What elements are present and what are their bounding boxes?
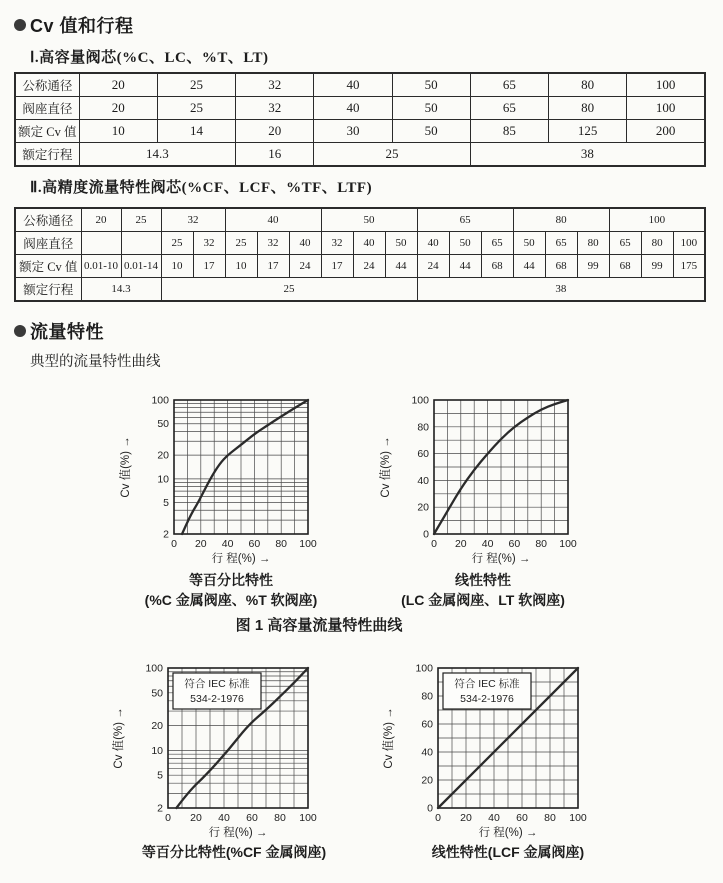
table-cell: 38 bbox=[417, 278, 705, 302]
y-tick-label: 40 bbox=[417, 474, 429, 487]
x-tick-label: 60 bbox=[248, 538, 261, 550]
row-label: 阀座直径 bbox=[15, 97, 79, 120]
row-label: 额定行程 bbox=[15, 278, 81, 302]
x-tick-label: 80 bbox=[535, 538, 548, 550]
bullet-icon bbox=[14, 19, 26, 31]
table-cell: 40 bbox=[289, 232, 321, 255]
chart-linear-high-capacity bbox=[373, 386, 587, 572]
table-cell: 14.3 bbox=[79, 143, 235, 167]
table1-title: Ⅰ.高容量阀芯(%C、LC、%T、LT) bbox=[30, 50, 269, 66]
y-tick-label: 60 bbox=[417, 448, 429, 461]
y-tick-label: 100 bbox=[151, 394, 169, 407]
table-cell: 25 bbox=[157, 97, 235, 120]
y-tick-label: 40 bbox=[421, 746, 433, 759]
table-cell: 32 bbox=[161, 208, 225, 232]
table2-title: Ⅱ.高精度流量特性阀芯(%CF、LCF、%TF、LTF) bbox=[30, 180, 373, 196]
chart-linear-iec bbox=[376, 650, 598, 842]
high-capacity-spec-table bbox=[14, 72, 706, 167]
table-cell: 24 bbox=[417, 255, 449, 278]
table-cell: 44 bbox=[449, 255, 481, 278]
x-tick-label: 100 bbox=[299, 812, 317, 824]
table-cell: 50 bbox=[513, 232, 545, 255]
x-tick-label: 20 bbox=[194, 538, 207, 550]
table-cell: 38 bbox=[470, 143, 705, 167]
x-tick-label: 0 bbox=[171, 538, 177, 550]
table-cell: 100 bbox=[627, 73, 705, 97]
table-cell: 50 bbox=[385, 232, 417, 255]
table-cell: 100 bbox=[673, 232, 705, 255]
figure2-left-label: 等百分比特性(%CF 金属阀座) bbox=[141, 844, 327, 860]
table-cell: 80 bbox=[513, 208, 609, 232]
table-cell: 68 bbox=[481, 255, 513, 278]
x-tick-label: 20 bbox=[190, 812, 202, 824]
y-tick-label: 2 bbox=[163, 528, 169, 541]
table-cell: 65 bbox=[609, 232, 641, 255]
table-cell: 40 bbox=[314, 97, 392, 120]
table-cell: 99 bbox=[577, 255, 609, 278]
section-heading-cv bbox=[14, 12, 134, 38]
figure-subtitle: 典型的流量特性曲线 bbox=[30, 354, 161, 370]
table-cell: 65 bbox=[470, 73, 548, 97]
table-cell: 25 bbox=[161, 232, 193, 255]
y-tick-label: 50 bbox=[151, 687, 163, 700]
figure1-right-label bbox=[372, 570, 594, 610]
table-cell: 30 bbox=[314, 120, 392, 143]
x-axis-title: 行 程(%) → bbox=[478, 827, 538, 839]
y-tick-label: 0 bbox=[423, 528, 429, 541]
table-row bbox=[15, 73, 705, 97]
table-cell: 25 bbox=[121, 208, 161, 232]
table-cell: 68 bbox=[609, 255, 641, 278]
x-tick-label: 20 bbox=[454, 538, 467, 550]
table-row bbox=[15, 97, 705, 120]
y-tick-label: 50 bbox=[157, 418, 169, 431]
row-label: 公称通径 bbox=[15, 73, 79, 97]
x-tick-label: 80 bbox=[275, 538, 288, 550]
table-cell: 14 bbox=[157, 120, 235, 143]
table-cell: 50 bbox=[449, 232, 481, 255]
x-tick-label: 60 bbox=[246, 812, 258, 824]
row-label: 额定行程 bbox=[15, 143, 79, 167]
figure1-left-label bbox=[113, 570, 349, 610]
table-cell: 25 bbox=[225, 232, 257, 255]
table-cell: 50 bbox=[392, 97, 470, 120]
y-tick-label: 20 bbox=[417, 501, 429, 514]
x-tick-label: 20 bbox=[460, 812, 472, 824]
y-tick-label: 20 bbox=[157, 449, 169, 462]
y-tick-label: 80 bbox=[417, 421, 429, 434]
y-tick-label: 100 bbox=[145, 662, 163, 675]
table-cell: 16 bbox=[236, 143, 314, 167]
y-axis-title: Cv 值(%) → bbox=[380, 436, 392, 498]
y-tick-label: 2 bbox=[157, 802, 163, 815]
table-cell: 20 bbox=[79, 73, 157, 97]
table-cell bbox=[81, 232, 121, 255]
table-cell: 24 bbox=[353, 255, 385, 278]
table-cell: 50 bbox=[392, 73, 470, 97]
table-cell: 65 bbox=[470, 97, 548, 120]
table-cell: 17 bbox=[321, 255, 353, 278]
x-tick-label: 0 bbox=[435, 812, 441, 824]
iec-note-line2: 534-2-1976 bbox=[460, 693, 514, 705]
figure1-right-title: 线性特性 bbox=[455, 572, 511, 588]
table-cell: 0.01-10 bbox=[81, 255, 121, 278]
row-label: 额定 Cv 值 bbox=[15, 255, 81, 278]
x-tick-label: 40 bbox=[221, 538, 234, 550]
x-tick-label: 0 bbox=[165, 812, 171, 824]
table-row bbox=[15, 120, 705, 143]
table-row bbox=[15, 208, 705, 232]
section-heading-cv-text: Cv 值和行程 bbox=[30, 16, 134, 36]
x-tick-label: 60 bbox=[516, 812, 528, 824]
y-tick-label: 100 bbox=[411, 394, 429, 407]
table-cell: 14.3 bbox=[81, 278, 161, 302]
table-row bbox=[15, 232, 705, 255]
x-axis-title: 行 程(%) → bbox=[471, 553, 531, 565]
x-tick-label: 40 bbox=[481, 538, 494, 550]
y-tick-label: 60 bbox=[421, 718, 433, 731]
bullet-icon bbox=[14, 325, 26, 337]
y-tick-label: 5 bbox=[157, 769, 163, 782]
row-label: 公称通径 bbox=[15, 208, 81, 232]
table-row bbox=[15, 143, 705, 167]
table-cell: 175 bbox=[673, 255, 705, 278]
table-cell: 32 bbox=[236, 97, 314, 120]
table-cell: 44 bbox=[385, 255, 417, 278]
x-tick-label: 40 bbox=[488, 812, 500, 824]
x-axis-title: 行 程(%) → bbox=[211, 553, 271, 565]
table-cell: 65 bbox=[481, 232, 513, 255]
table-cell: 40 bbox=[225, 208, 321, 232]
table-cell: 80 bbox=[577, 232, 609, 255]
table-cell: 10 bbox=[79, 120, 157, 143]
x-tick-label: 0 bbox=[431, 538, 437, 550]
table-row bbox=[15, 278, 705, 302]
y-axis-title: Cv 值(%) → bbox=[383, 707, 395, 769]
table-cell: 20 bbox=[81, 208, 121, 232]
iec-note-line2: 534-2-1976 bbox=[190, 693, 244, 705]
y-axis-title: Cv 值(%) → bbox=[120, 436, 132, 498]
table-cell: 68 bbox=[545, 255, 577, 278]
iec-note-line1: 符合 IEC 标准 bbox=[184, 678, 250, 690]
figure2-right-label: 线性特性(LCF 金属阀座) bbox=[431, 844, 585, 860]
table-row bbox=[15, 255, 705, 278]
table-cell: 65 bbox=[417, 208, 513, 232]
table-cell: 25 bbox=[161, 278, 417, 302]
x-tick-label: 40 bbox=[218, 812, 230, 824]
figure1-right-sub: (LC 金属阀座、LT 软阀座) bbox=[401, 592, 565, 608]
table-cell: 44 bbox=[513, 255, 545, 278]
x-tick-label: 100 bbox=[559, 538, 577, 550]
y-tick-label: 5 bbox=[163, 497, 169, 510]
table-cell: 10 bbox=[225, 255, 257, 278]
table-cell: 40 bbox=[314, 73, 392, 97]
y-tick-label: 10 bbox=[157, 473, 169, 486]
table-cell: 17 bbox=[257, 255, 289, 278]
table-cell: 20 bbox=[79, 97, 157, 120]
x-tick-label: 80 bbox=[544, 812, 556, 824]
x-axis-title: 行 程(%) → bbox=[208, 827, 268, 839]
table-cell: 80 bbox=[548, 73, 626, 97]
table-cell: 65 bbox=[545, 232, 577, 255]
table-cell: 0.01-14 bbox=[121, 255, 161, 278]
table-cell bbox=[121, 232, 161, 255]
row-label: 额定 Cv 值 bbox=[15, 120, 79, 143]
table-cell: 40 bbox=[353, 232, 385, 255]
table-cell: 80 bbox=[641, 232, 673, 255]
table-cell: 32 bbox=[321, 232, 353, 255]
section-heading-flow-text: 流量特性 bbox=[30, 322, 104, 342]
x-tick-label: 100 bbox=[569, 812, 587, 824]
chart-equal-percentage-high-capacity bbox=[113, 386, 327, 572]
table-cell: 24 bbox=[289, 255, 321, 278]
table-cell: 32 bbox=[193, 232, 225, 255]
table-cell: 32 bbox=[257, 232, 289, 255]
table-cell: 20 bbox=[236, 120, 314, 143]
y-tick-label: 20 bbox=[421, 774, 433, 787]
table-cell: 200 bbox=[627, 120, 705, 143]
table-cell: 10 bbox=[161, 255, 193, 278]
table-cell: 50 bbox=[392, 120, 470, 143]
y-tick-label: 80 bbox=[421, 690, 433, 703]
y-tick-label: 100 bbox=[415, 662, 433, 675]
section-heading-flow bbox=[14, 318, 104, 344]
table-cell: 17 bbox=[193, 255, 225, 278]
chart-equal-percentage-iec bbox=[106, 650, 328, 842]
grid bbox=[434, 400, 568, 534]
iec-note-line1: 符合 IEC 标准 bbox=[454, 678, 520, 690]
table-cell: 40 bbox=[417, 232, 449, 255]
figure1-caption: 图 1 高容量流量特性曲线 bbox=[235, 617, 403, 634]
table-cell: 100 bbox=[609, 208, 705, 232]
x-tick-label: 100 bbox=[299, 538, 317, 550]
table-cell: 25 bbox=[157, 73, 235, 97]
grid bbox=[174, 400, 308, 534]
figure1-left-sub: (%C 金属阀座、%T 软阀座) bbox=[144, 592, 318, 608]
high-precision-spec-table bbox=[14, 207, 706, 302]
figure1-left-title: 等百分比特性 bbox=[189, 572, 273, 588]
y-tick-label: 10 bbox=[151, 744, 163, 757]
row-label: 阀座直径 bbox=[15, 232, 81, 255]
table-cell: 32 bbox=[236, 73, 314, 97]
table-cell: 99 bbox=[641, 255, 673, 278]
table-cell: 85 bbox=[470, 120, 548, 143]
table-cell: 125 bbox=[548, 120, 626, 143]
table-cell: 100 bbox=[627, 97, 705, 120]
y-axis-title: Cv 值(%) → bbox=[113, 707, 125, 769]
y-tick-label: 20 bbox=[151, 720, 163, 733]
table-cell: 50 bbox=[321, 208, 417, 232]
x-tick-label: 80 bbox=[274, 812, 286, 824]
table-cell: 80 bbox=[548, 97, 626, 120]
y-tick-label: 0 bbox=[427, 802, 433, 815]
x-tick-label: 60 bbox=[508, 538, 521, 550]
table-cell: 25 bbox=[314, 143, 470, 167]
